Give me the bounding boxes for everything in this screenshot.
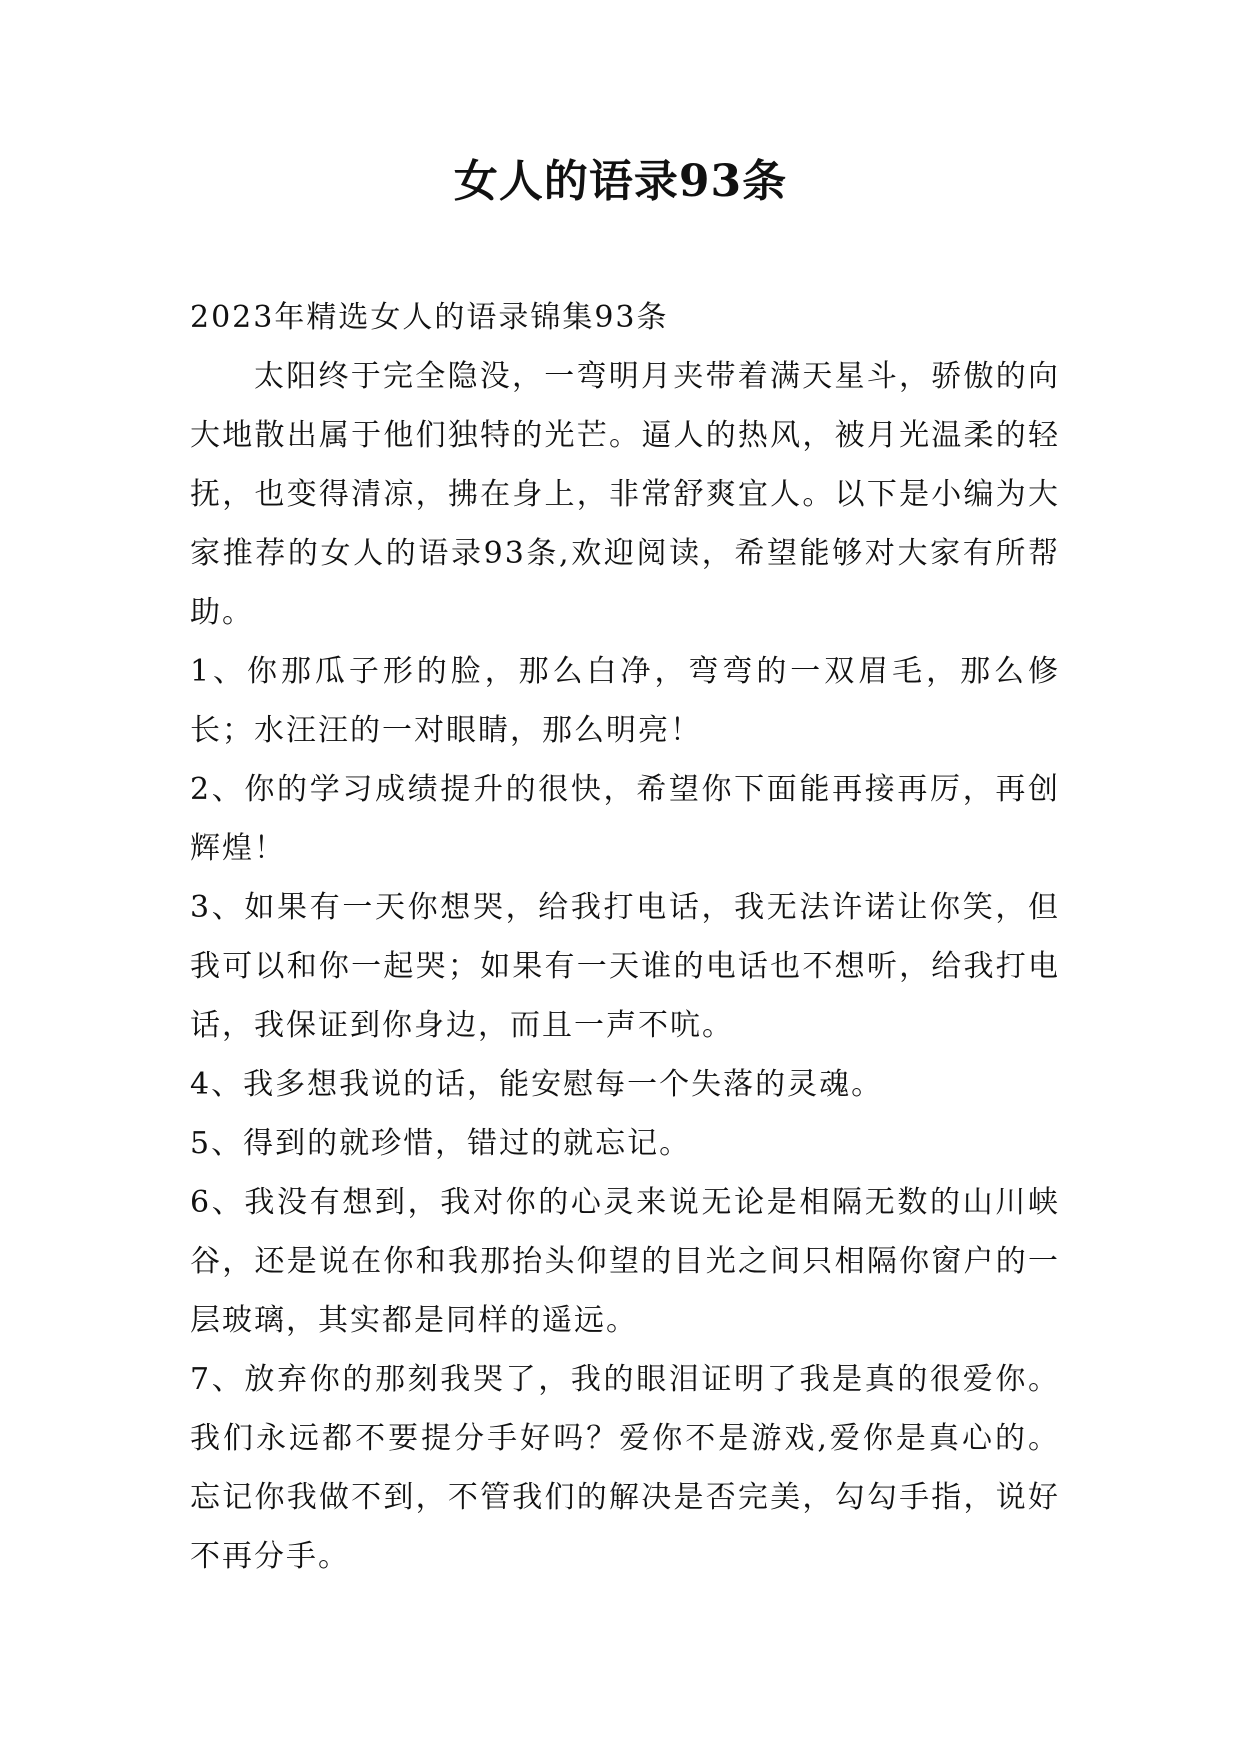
- quote-item-5: 5、得到的就珍惜，错过的就忘记。: [190, 1126, 692, 1161]
- quote-item-1: 1、你那瓜子形的脸，那么白净，弯弯的一双眉毛，那么修长；水汪汪的一对眼睛，那么明亮！: [190, 654, 1060, 748]
- quote-item-6: 6、我没有想到，我对你的心灵来说无论是相隔无数的山川峡谷，还是说在你和我那抬头仰望的目光之间只相隔你窗户的一层玻璃，其实都是同样的遥远。: [190, 1185, 1060, 1338]
- quote-item-3: 3、如果有一天你想哭，给我打电话，我无法许诺让你笑，但我可以和你一起哭；如果有一天谁的电话也不想听，给我打电话，我保证到你身边，而且一声不吭。: [190, 890, 1060, 1043]
- document-title: 女人的语录93条: [453, 156, 788, 207]
- document-body: [190, 288, 1060, 1586]
- quote-item-4: 4、我多想我说的话，能安慰每一个失落的灵魂。: [190, 1067, 884, 1102]
- quote-item-2: 2、你的学习成绩提升的很快，希望你下面能再接再厉，再创辉煌！: [190, 772, 1060, 866]
- intro-paragraph: 太阳终于完全隐没，一弯明月夹带着满天星斗，骄傲的向大地散出属于他们独特的光芒。逼人的热风，被月光温柔的轻抚，也变得清凉，拂在身上，非常舒爽宜人。以下是小编为大家推荐的女人的语录93条,欢迎阅读，希望能够对大家有所帮助。: [190, 359, 1060, 630]
- subtitle-line: 2023年精选女人的语录锦集93条: [190, 300, 669, 335]
- quote-item-7: 7、放弃你的那刻我哭了，我的眼泪证明了我是真的很爱你。我们永远都不要提分手好吗？爱你不是游戏,爱你是真心的。忘记你我做不到，不管我们的解决是否完美，勾勾手指，说好不再分手。: [190, 1362, 1060, 1574]
